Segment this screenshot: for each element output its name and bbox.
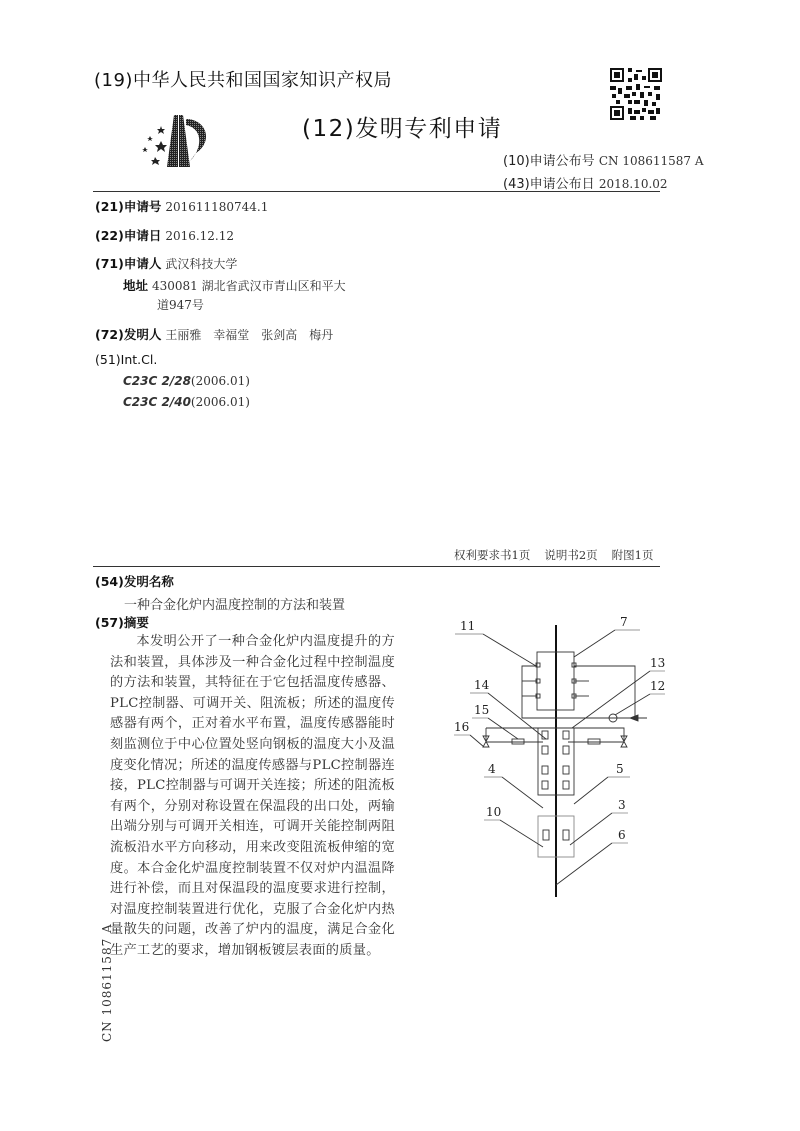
figure-label-11: 11	[460, 619, 476, 633]
application-number: 201611180744.1	[165, 200, 269, 214]
applicant: 武汉科技大学	[165, 257, 238, 271]
header-divider	[93, 191, 660, 192]
ipc-code: C23C 2/28	[123, 374, 191, 388]
figure-label-3: 3	[618, 798, 626, 812]
description-pages: 说明书2页	[544, 548, 598, 562]
figure-label-12: 12	[650, 679, 666, 693]
cnipa-logo-icon	[138, 105, 218, 175]
abstract-figure	[440, 605, 700, 905]
figure-label-6: 6	[618, 828, 626, 842]
ipc-version: (2006.01)	[190, 374, 250, 388]
filing-date-row	[95, 226, 234, 244]
application-number-label: (21)申请号	[95, 199, 162, 214]
figure-label-4: 4	[488, 762, 496, 776]
inventors-row	[95, 325, 333, 343]
inventor: 幸福堂	[213, 328, 250, 342]
address-label: 地址	[123, 278, 149, 293]
inventor: 张剑高	[261, 328, 298, 342]
invention-title-label: (54)发明名称	[95, 574, 174, 589]
application-number-row	[95, 197, 268, 215]
side-publication-number: CN 108611587 A	[100, 923, 114, 1042]
publication-number: CN 108611587 A	[598, 154, 704, 168]
address-line-2: 道947号	[157, 298, 204, 312]
ipc-label: (51)Int.Cl.	[95, 352, 158, 367]
address-line-1: 430081 湖北省武汉市青山区和平大	[152, 279, 346, 293]
figure-label-5: 5	[616, 762, 624, 776]
figure-label-14: 14	[474, 678, 490, 692]
publication-date: 2018.10.02	[598, 177, 668, 191]
publication-number-label: (10)申请公布号	[503, 154, 595, 169]
publication-date-row	[503, 173, 668, 192]
filing-date: 2016.12.12	[165, 229, 235, 243]
invention-title: 一种合金化炉内温度控制的方法和装置	[124, 598, 346, 613]
document-type-title: (12)发明专利申请	[302, 116, 503, 142]
ipc-entry	[123, 395, 250, 409]
publication-number-row	[503, 150, 704, 169]
inventor: 王丽雅	[165, 328, 202, 342]
address-row	[123, 276, 346, 294]
section-divider	[93, 566, 660, 567]
figure-label-7: 7	[620, 615, 628, 629]
inventors-label: (72)发明人	[95, 327, 162, 342]
applicant-row	[95, 254, 237, 272]
abstract-text: 本发明公开了一种合金化炉内温度提升的方法和装置，具体涉及一种合金化过程中控制温度的方法和装置，其特征在于它包括温度传感器、PLC控制器、可调开关、阻流板；所述的温度传感器有两个，正对着水平布置，温度传感器能时刻监测位于中心位置处竖向钢板的温度大小及温度变化情况；所述的温度传感器与PLC控制器连接，PLC控制器与可调开关连接；所述的阻流板有两个，分别对称设置在保温段的出口处，两输出端分别与可调开关相连，可调开关能控制两阻流板沿水平方向移动，用来改变阻流板伸缩的宽度。本合金化炉温度控制装置不仅对炉内温温降进行补偿，而且对保温段的温度要求进行控制，对温度控制装置进行优化，克服了合金化炉内热量散失的问题，改善了炉内的温度，满足合金化生产工艺的要求，增加钢板镀层表面的质量。	[110, 634, 395, 958]
figure-label-13: 13	[650, 656, 666, 670]
applicant-label: (71)申请人	[95, 256, 162, 271]
publication-date-label: (43)申请公布日	[503, 177, 595, 192]
issuing-office: (19)中华人民共和国国家知识产权局	[94, 70, 392, 91]
filing-date-label: (22)申请日	[95, 228, 162, 243]
ipc-entry	[123, 374, 250, 388]
page-counts	[454, 547, 653, 563]
drawing-pages: 附图1页	[611, 548, 654, 562]
ipc-version: (2006.01)	[190, 395, 250, 409]
abstract-label: (57)摘要	[95, 615, 149, 630]
address-row-2	[157, 296, 204, 313]
figure-label-10: 10	[486, 805, 502, 819]
ipc-code: C23C 2/40	[123, 395, 191, 409]
figure-label-16: 16	[454, 720, 470, 734]
qr-code-icon[interactable]	[610, 68, 662, 120]
inventor: 梅丹	[309, 328, 334, 342]
ipc-label-row	[95, 352, 157, 367]
claims-pages: 权利要求书1页	[454, 548, 531, 562]
figure-label-15: 15	[474, 703, 490, 717]
